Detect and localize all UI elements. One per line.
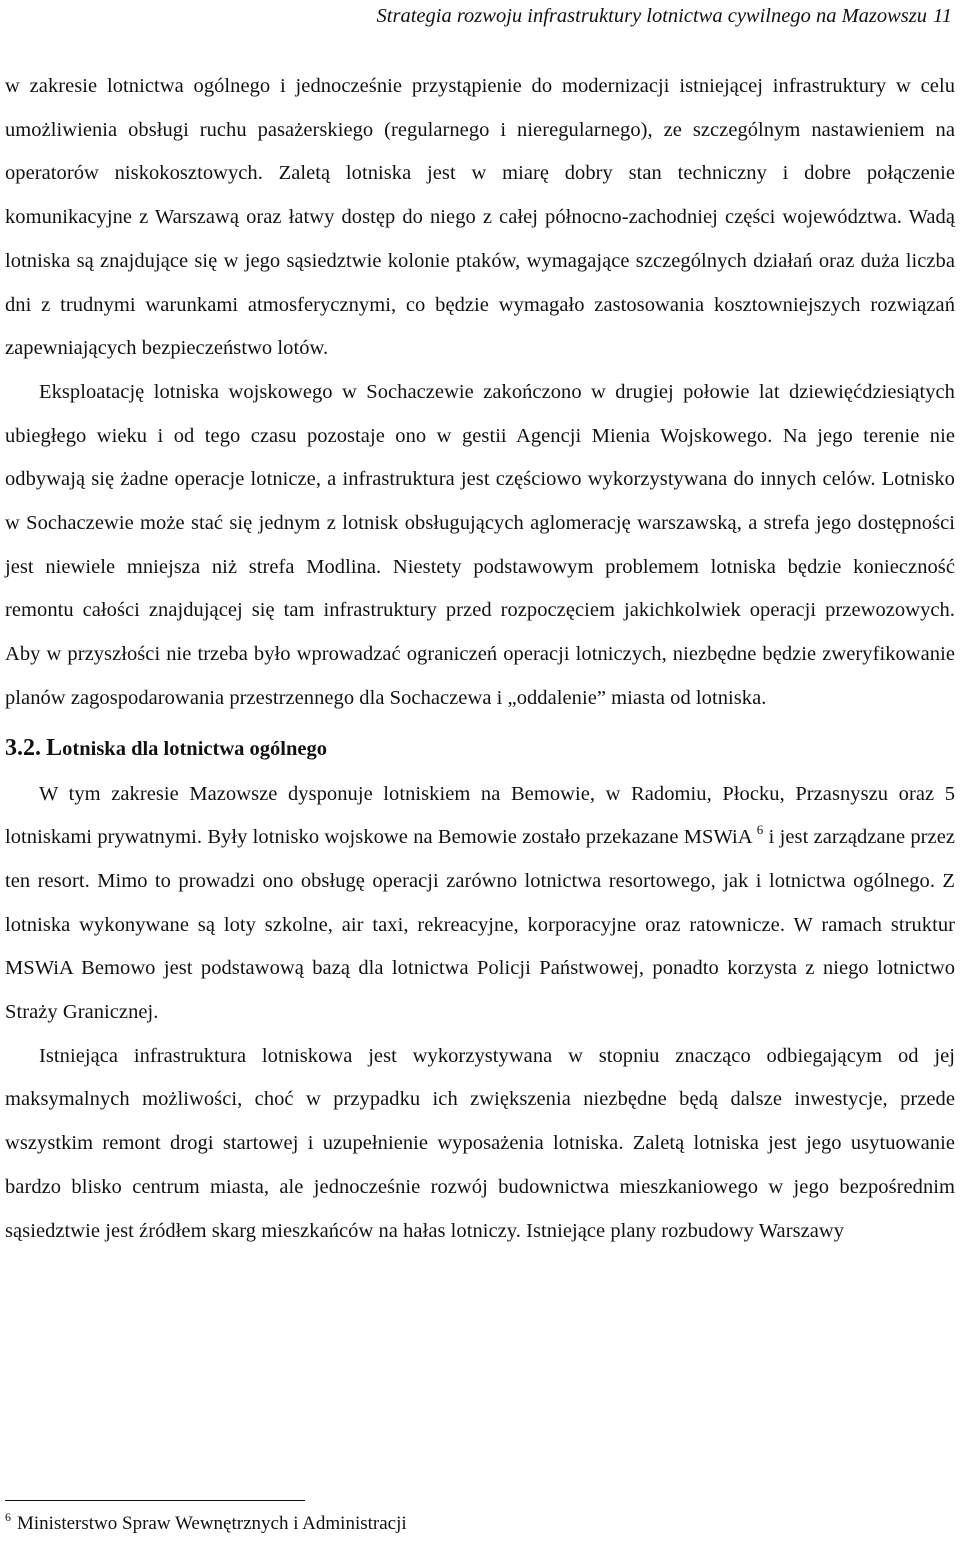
running-header-title: Strategia rozwoju infrastruktury lotnictwa cywilnego na Mazowszu <box>376 5 928 27</box>
page-number: 11 <box>933 5 952 27</box>
footnote-reference[interactable]: 6 <box>756 822 764 838</box>
footnote-text: Ministerstwo Spraw Wewnętrznych i Administracji <box>17 1513 407 1534</box>
section-title: otniska dla lotnictwa ogólnego <box>62 737 327 760</box>
paragraph-sochaczew: Eksploatację lotniska wojskowego w Sochaczewie zakończono w drugiej połowie lat dziewięćdziesiątych ubiegłego wieku i od tego czasu pozostaje ono w gestii Agencji Mienia Wojskowego. Na jego terenie nie odbywają się żadne operacje lotnicze, a infrastruktura jest częściowo wykorzystywana do innych celów. Lotnisko w Sochaczewie może stać się jednym z lotnisk obsługujących aglomerację warszawską, a strefa jego dostępności jest niewiele mniejsza niż strefa Modlina. Niestety podstawowym problemem lotniska będzie konieczność remontu całości znajdującej się tam infrastruktury przed rozpoczęciem jakichkolwiek operacji przewozowych. Aby w przyszłości nie trzeba było wprowadzać ograniczeń operacji lotniczych, niezbędne będzie zweryfikowanie planów zagospodarowania przestrzennego dla Sochaczewa i „oddalenie” miasta od lotniska. <box>5 380 955 709</box>
paragraph-bemowo <box>5 773 955 1035</box>
body-text <box>5 65 955 1253</box>
footnote-marker: 6 <box>5 1510 11 1524</box>
footnote-divider <box>5 1500 305 1501</box>
section-number: 3.2. <box>5 734 41 761</box>
section-title-initial: L <box>46 734 63 761</box>
paragraph-bemowo-end: i jest zarządzane przez ten resort. Mimo to prowadzi ono obsługę operacji zarówno lotnictwa resortowego, jak i lotnictwa ogólnego. Z lotniska wykonywane są loty szkolne, air taxi, rekreacyjne, korporacyjne oraz ratownicze. W ramach struktur MSWiA Bemowo jest podstawową bazą dla lotnictwa Policji Państwowej, ponadto korzysta z niego lotnictwo Straży Granicznej. <box>5 826 955 1024</box>
paragraph-infrastructure: Istniejąca infrastruktura lotniskowa jest wykorzystywana w stopniu znacząco odbiegającym od jej maksymalnych możliwości, choć w przypadku ich zwiększenia niezbędne będą dalsze inwestycje, przede wszystkim remont drogi startowej i uzupełnienie wyposażenia lotniska. Zaletą lotniska jest jego usytuowanie bardzo blisko centrum miasta, ale jednocześnie rozwój budownictwa mieszkaniowego w jego bezpośrednim sąsiedztwie jest źródłem skarg mieszkańców na hałas lotniczy. Istniejące plany rozbudowy Warszawy <box>5 1044 955 1242</box>
paragraph-bemowo-start: W tym zakresie Mazowsze dysponuje lotniskiem na Bemowie, w Radomiu, Płocku, Przasnyszu oraz 5 lotniskami prywatnymi. Były lotnisko wojskowe na Bemowie zostało przekazane MSWiA <box>5 782 955 849</box>
footnote <box>5 1512 407 1536</box>
running-header <box>377 2 952 30</box>
paragraph-modlin-continuation: w zakresie lotnictwa ogólnego i jednocześnie przystąpienie do modernizacji istniejącej infrastruktury w celu umożliwienia obsługi ruchu pasażerskiego (regularnego i nieregularnego), ze szczególnym nastawieniem na operatorów niskokosztowych. Zaletą lotniska jest w miarę dobry stan techniczny i dobre połączenie komunikacyjne z Warszawą oraz łatwy dostęp do niego z całej północno-zachodniej części województwa. Wadą lotniska są znajdujące się w jego sąsiedztwie kolonie ptaków, wymagające szczególnych działań oraz duża liczba dni z trudnymi warunkami atmosferycznymi, co będzie wymagało zastosowania kosztowniejszych rozwiązań zapewniających bezpieczeństwo lotów. <box>5 75 955 360</box>
section-heading <box>5 728 955 769</box>
